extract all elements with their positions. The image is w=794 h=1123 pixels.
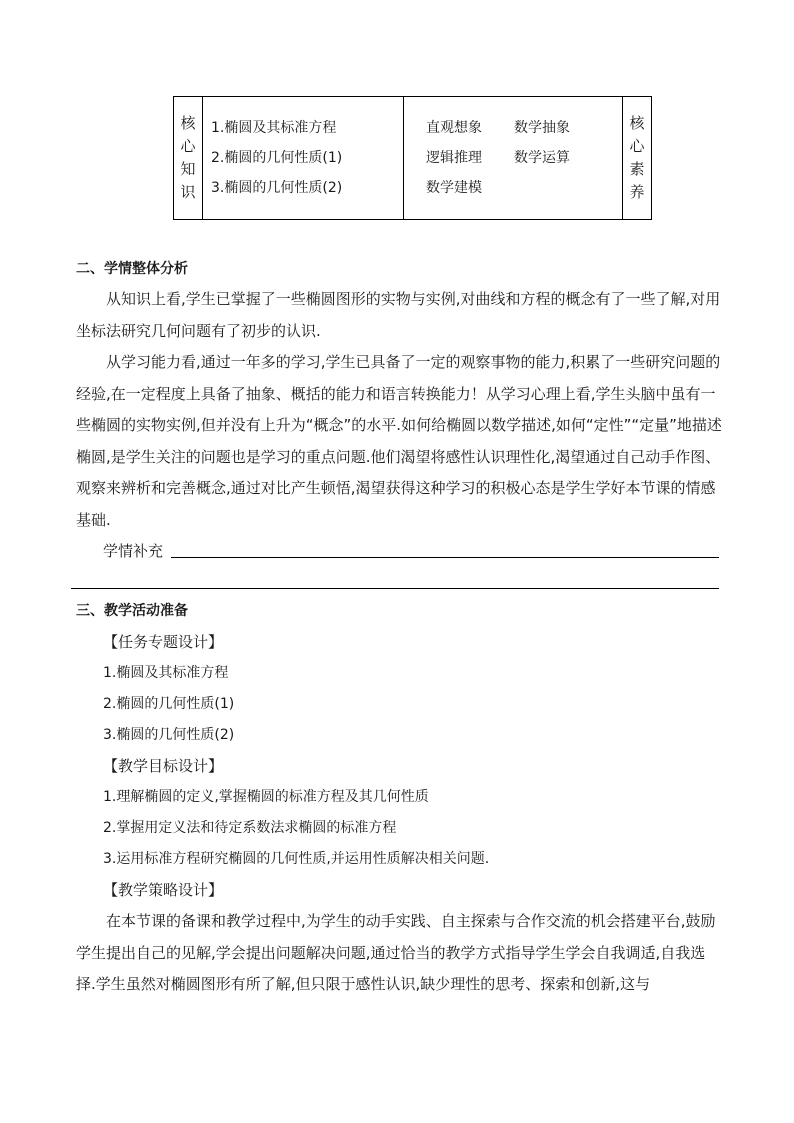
- literacy-row: [426, 113, 622, 143]
- label-char: 素: [629, 160, 645, 178]
- literacy-list: [404, 97, 623, 220]
- literacy-item: 数学建模: [426, 180, 482, 196]
- section-heading: 二、学情整体分析: [76, 261, 188, 277]
- subsection-title: 【教学目标设计】: [103, 757, 224, 775]
- task-item: 3.椭圆的几何性质(2): [103, 727, 235, 743]
- goal-item: 2.掌握用定义法和待定系数法求椭圆的标准方程: [103, 820, 397, 836]
- label-char: 知: [180, 160, 196, 178]
- label-char: 核: [180, 114, 196, 132]
- label-char: 识: [180, 183, 196, 201]
- goal-item: 3.运用标准方程研究椭圆的几何性质,并运用性质解决相关问题.: [103, 851, 490, 867]
- knowledge-item: 3.椭圆的几何性质(2): [211, 180, 343, 196]
- label-char: 养: [629, 183, 645, 201]
- core-literacy-label: [623, 97, 652, 220]
- section-heading: 三、教学活动准备: [76, 603, 188, 619]
- fill-in-line: [171, 557, 719, 558]
- fill-in-line: [71, 588, 719, 589]
- subsection-title: 【任务专题设计】: [103, 633, 224, 651]
- task-item: 2.椭圆的几何性质(1): [103, 696, 235, 712]
- knowledge-list: [203, 97, 404, 220]
- paragraph-text: 在本节课的备课和教学过程中,为学生的动手实践、自主探索与合作交流的机会搭建平台,鼓励学生提出自己的见解,学会提出问题解决问题,通过恰当的教学方式指导学生学会自我调适,自我选择.学生虽然对椭圆图形有所了解,但只限于感性认识,缺少理性的思考、探索和创新,这与: [76, 912, 716, 993]
- goal-item: 1.理解椭圆的定义,掌握椭圆的标准方程及其几何性质: [103, 789, 429, 805]
- knowledge-item: 1.椭圆及其标准方程: [211, 120, 337, 136]
- label-char: 心: [180, 137, 196, 155]
- literacy-row: [426, 143, 622, 173]
- literacy-item: 数学抽象: [514, 120, 570, 136]
- literacy-item: 逻辑推理: [426, 150, 482, 166]
- knowledge-item: 2.椭圆的几何性质(1): [211, 150, 343, 166]
- literacy-item: 数学运算: [514, 150, 570, 166]
- paragraph: [76, 347, 724, 536]
- label-char: 心: [629, 137, 645, 155]
- task-item: 1.椭圆及其标准方程: [103, 665, 229, 681]
- paragraph-text: 从学习能力看,通过一年多的学习,学生已具备了一定的观察事物的能力,积累了一些研究问题的经验,在一定程度上具备了抽象、概括的能力和语言转换能力！从学习心理上看,学生头脑中虽有一些椭圆的实物实例,但并没有上升为“概念”的水平.如何给椭圆以数学描述,如何“定性”“定量”地描述椭圆,是学生关注的问题也是学习的重点问题.他们渴望将感性认识理性化,渴望通过自己动手作图、观察来辨析和完善概念,通过对比产生顿悟,渴望获得这种学习的积极心态是学生学好本节课的情感基础.: [76, 353, 722, 529]
- subsection-title: 【教学策略设计】: [103, 881, 224, 899]
- core-knowledge-label: [174, 97, 203, 220]
- paragraph: [76, 906, 724, 1001]
- paragraph-text: 从知识上看,学生已掌握了一些椭圆图形的实物与实例,对曲线和方程的概念有了一些了解,对用坐标法研究几何问题有了初步的认识.: [76, 290, 721, 340]
- literacy-item: 直观想象: [426, 120, 482, 136]
- paragraph: [76, 284, 724, 347]
- supplement-label: 学情补充: [103, 542, 164, 560]
- label-char: 核: [629, 114, 645, 132]
- core-knowledge-table: [173, 96, 652, 220]
- literacy-row: [426, 173, 622, 203]
